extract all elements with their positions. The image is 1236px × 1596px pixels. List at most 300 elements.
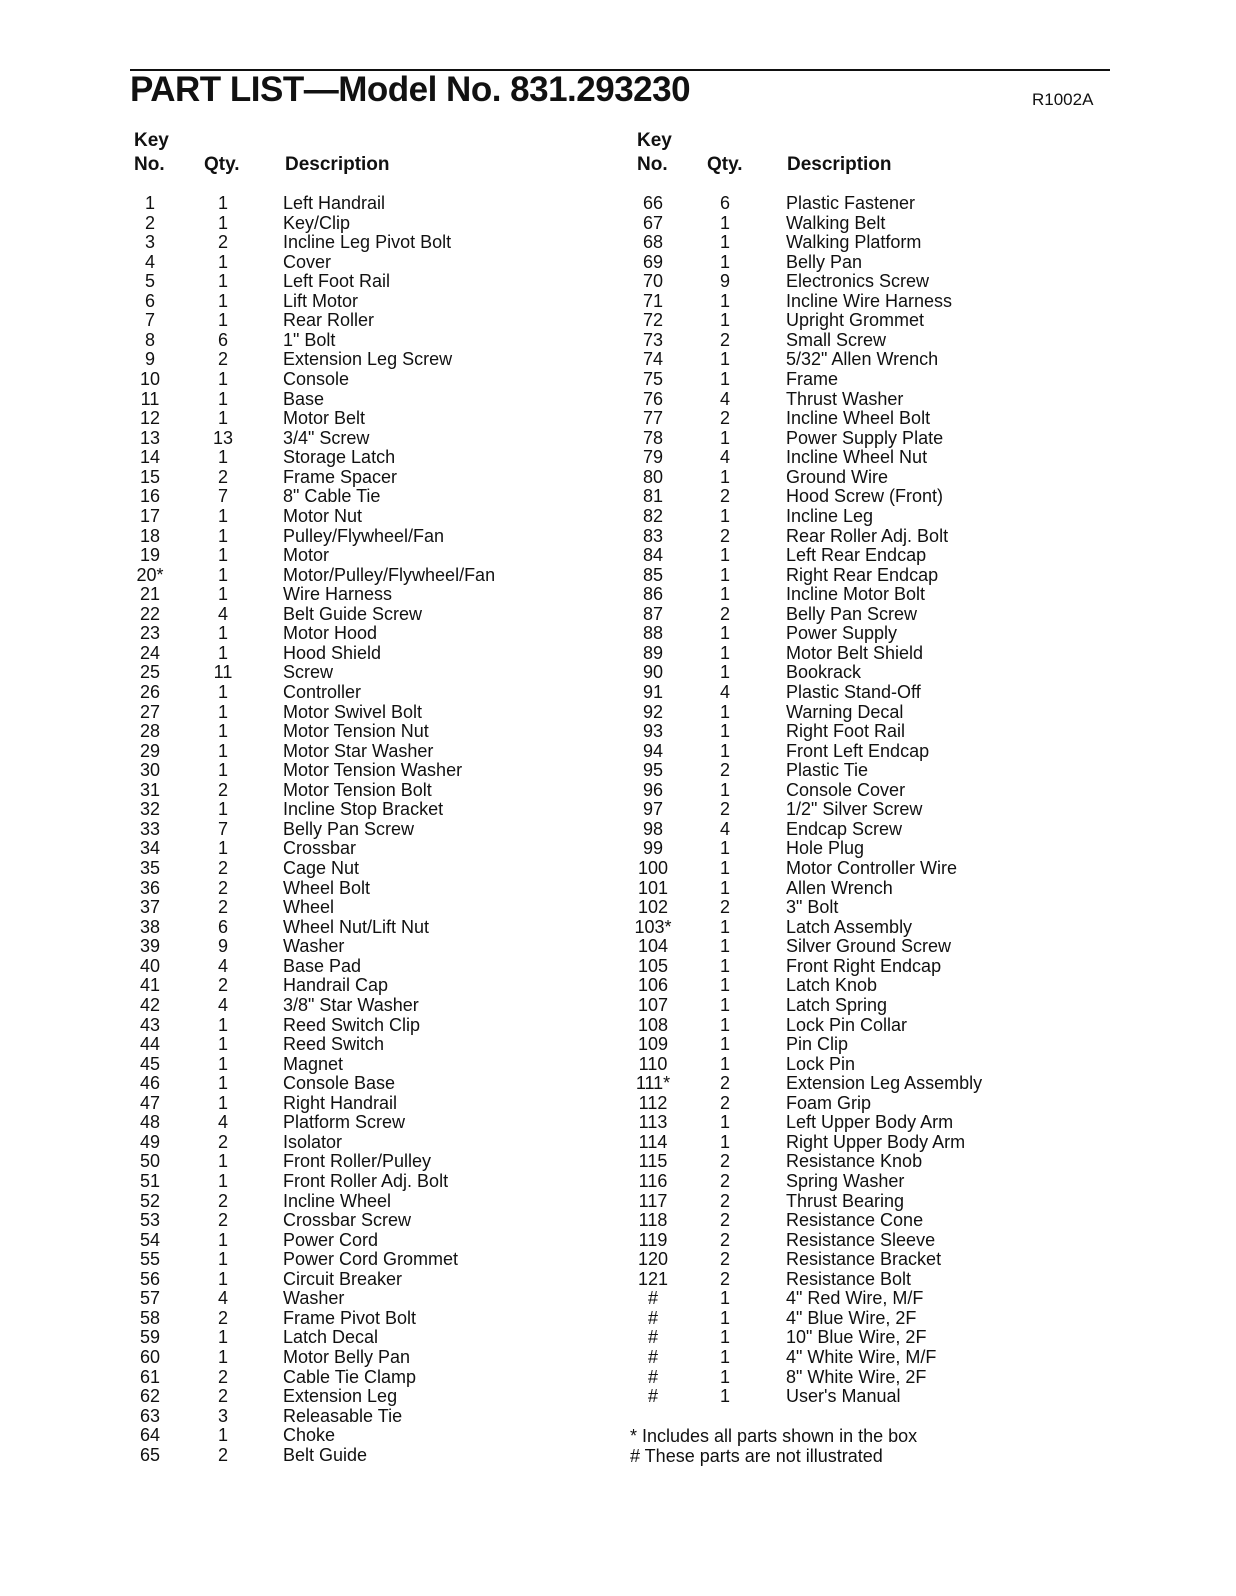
part-key-no: 7 xyxy=(144,310,155,331)
part-description: Cable Tie Clamp xyxy=(283,1366,417,1387)
part-qty: 4 xyxy=(217,955,228,976)
part-description: Incline Leg Pivot Bolt xyxy=(283,232,452,253)
part-qty: 1 xyxy=(719,721,730,742)
part-description: Belt Guide Screw xyxy=(283,603,423,624)
part-key-no: 4 xyxy=(144,251,155,272)
part-key-no: 44 xyxy=(139,1034,161,1055)
part-qty: 1 xyxy=(217,1014,228,1035)
part-description: Hood Shield xyxy=(283,642,382,663)
part-qty: 7 xyxy=(217,818,228,839)
part-key-no: 63 xyxy=(139,1405,161,1426)
part-description: Key/Clip xyxy=(283,212,351,233)
part-description: Extension Leg Assembly xyxy=(786,1073,983,1094)
part-description: Left Rear Endcap xyxy=(786,545,927,566)
part-key-no: 101 xyxy=(637,877,669,898)
part-description: Handrail Cap xyxy=(283,975,389,996)
part-description: Lock Pin xyxy=(786,1053,856,1074)
part-description: Motor Nut xyxy=(283,505,363,526)
part-qty: 13 xyxy=(212,427,234,448)
part-key-no: 34 xyxy=(139,838,161,859)
part-qty: 1 xyxy=(217,701,228,722)
part-qty: 1 xyxy=(719,1327,730,1348)
document-code: R1002A xyxy=(1032,90,1094,109)
part-description: 3/4" Screw xyxy=(283,427,370,448)
part-key-no: 52 xyxy=(139,1190,161,1211)
part-qty: 2 xyxy=(719,1073,730,1094)
part-qty: 1 xyxy=(719,290,730,311)
part-key-no: 77 xyxy=(642,408,664,429)
part-key-no: 19 xyxy=(139,545,161,566)
part-qty: 1 xyxy=(217,388,228,409)
header-qty-left: Qty. xyxy=(204,154,240,175)
part-description: Motor Belt Shield xyxy=(786,642,924,663)
part-key-no: 116 xyxy=(638,1171,668,1191)
part-description: Console xyxy=(283,369,350,390)
part-key-no: 87 xyxy=(642,603,664,624)
part-description: Belly Pan xyxy=(786,251,863,272)
part-key-no: 83 xyxy=(642,525,664,546)
part-description: Power Supply Plate xyxy=(786,427,944,448)
part-qty: 11 xyxy=(213,662,233,683)
part-qty: 1 xyxy=(217,760,228,781)
part-description: Motor Tension Washer xyxy=(283,760,463,781)
part-key-no: 1 xyxy=(144,193,155,213)
part-key-no: 86 xyxy=(642,584,664,605)
part-key-no: 30 xyxy=(139,760,161,781)
part-description: Crossbar xyxy=(283,838,357,859)
part-qty: 1 xyxy=(719,916,730,937)
part-key-no: 64 xyxy=(139,1425,161,1446)
part-description: Base xyxy=(283,388,325,409)
part-key-no: 8 xyxy=(144,329,155,350)
part-qty: 1 xyxy=(719,1386,730,1407)
part-key-no: 35 xyxy=(139,858,161,879)
page-title: PART LIST—Model No. 831.293230 xyxy=(130,70,691,109)
part-description: Frame Pivot Bolt xyxy=(283,1307,417,1328)
part-qty: 2 xyxy=(719,1171,730,1191)
part-key-no: 23 xyxy=(139,623,161,644)
part-key-no: 43 xyxy=(139,1014,161,1035)
part-description: Extension Leg Screw xyxy=(283,349,453,370)
part-qty: 1 xyxy=(719,232,730,253)
part-key-no: 38 xyxy=(139,916,161,937)
part-key-no: 17 xyxy=(139,505,161,526)
part-description: Motor/Pulley/Flywheel/Fan xyxy=(283,564,496,585)
part-qty: 1 xyxy=(217,1268,228,1289)
part-qty: 1 xyxy=(719,505,730,526)
part-description: Power Supply xyxy=(786,623,898,644)
part-description: 4" Red Wire, M/F xyxy=(786,1288,924,1309)
part-qty: 4 xyxy=(217,603,228,624)
part-qty: 4 xyxy=(217,994,228,1015)
part-key-no: 53 xyxy=(139,1210,161,1231)
part-key-no: 42 xyxy=(139,994,161,1015)
part-description: Cage Nut xyxy=(283,858,360,879)
part-description: Wheel Nut/Lift Nut xyxy=(283,916,430,937)
part-qty: 1 xyxy=(217,290,228,311)
part-key-no: 14 xyxy=(139,447,161,468)
part-key-no: 102 xyxy=(637,897,669,918)
header-key-left: Key xyxy=(134,130,169,151)
part-key-no: 103* xyxy=(634,916,672,937)
part-qty: 4 xyxy=(719,818,730,839)
part-key-no: 12 xyxy=(139,408,161,429)
part-description: Rear Roller xyxy=(283,310,375,331)
part-key-no: 99 xyxy=(642,838,664,859)
part-description: Reed Switch xyxy=(283,1034,385,1055)
part-description: Console Cover xyxy=(786,779,906,800)
part-key-no: 121 xyxy=(637,1268,669,1289)
part-key-no: 26 xyxy=(139,682,161,702)
part-qty: 1 xyxy=(217,1053,228,1074)
part-qty: 2 xyxy=(719,603,730,624)
part-qty: 1 xyxy=(719,975,730,996)
part-description: Latch Decal xyxy=(283,1327,379,1348)
part-qty: 1 xyxy=(719,1347,730,1368)
part-key-no: 114 xyxy=(638,1131,668,1152)
part-qty: 1 xyxy=(719,466,730,487)
part-qty: 9 xyxy=(719,271,730,292)
part-qty: 1 xyxy=(217,212,228,233)
part-description: Motor Star Washer xyxy=(283,740,434,761)
part-qty: 4 xyxy=(719,388,730,409)
part-key-no: 2 xyxy=(144,212,155,233)
part-description: Warning Decal xyxy=(786,701,904,722)
part-description: Motor Swivel Bolt xyxy=(283,701,423,722)
part-qty: 2 xyxy=(719,525,730,546)
part-key-no: 81 xyxy=(642,486,664,507)
part-key-no: 62 xyxy=(139,1386,161,1407)
part-key-no: 50 xyxy=(139,1151,161,1172)
part-key-no: 55 xyxy=(139,1249,161,1270)
part-description: Front Roller Adj. Bolt xyxy=(283,1171,449,1191)
part-description: Bookrack xyxy=(786,662,862,683)
part-description: Belt Guide xyxy=(283,1444,368,1465)
part-description: Power Cord xyxy=(283,1229,379,1250)
part-qty: 2 xyxy=(719,799,730,820)
part-qty: 2 xyxy=(719,1229,730,1250)
part-key-no: 118 xyxy=(638,1210,668,1231)
note-asterisk: * Includes all parts shown in the box xyxy=(630,1426,918,1446)
part-description: Right Upper Body Arm xyxy=(786,1131,966,1152)
part-qty: 1 xyxy=(719,310,730,331)
part-key-no: 60 xyxy=(139,1347,161,1368)
part-key-no: 45 xyxy=(139,1053,161,1074)
part-description: 1" Bolt xyxy=(283,329,336,350)
part-key-no: 3 xyxy=(144,232,155,253)
part-description: Motor Belly Pan xyxy=(283,1347,411,1368)
part-description: Lift Motor xyxy=(283,290,359,311)
part-key-no: 54 xyxy=(139,1229,161,1250)
part-key-no: 104 xyxy=(637,936,669,957)
part-qty: 1 xyxy=(719,584,730,605)
part-qty: 1 xyxy=(719,838,730,859)
part-qty: 1 xyxy=(217,525,228,546)
part-qty: 1 xyxy=(217,682,228,702)
part-qty: 1 xyxy=(217,1327,228,1348)
part-qty: 1 xyxy=(719,1288,730,1309)
part-key-no: 31 xyxy=(139,779,161,800)
part-description: Upright Grommet xyxy=(786,310,925,331)
part-description: Washer xyxy=(283,1288,345,1309)
part-qty: 1 xyxy=(217,1229,228,1250)
header-no-left: No. xyxy=(134,154,165,175)
part-description: Lock Pin Collar xyxy=(786,1014,908,1035)
part-description: Resistance Bracket xyxy=(786,1249,942,1270)
part-description: Small Screw xyxy=(786,329,887,350)
part-key-no: 39 xyxy=(139,936,161,957)
part-qty: 1 xyxy=(217,271,228,292)
part-qty: 1 xyxy=(217,1034,228,1055)
part-key-no: 96 xyxy=(642,779,664,800)
part-qty: 1 xyxy=(217,1171,228,1191)
part-key-no: 109 xyxy=(637,1034,669,1055)
part-description: Frame Spacer xyxy=(283,466,398,487)
part-qty: 2 xyxy=(719,1268,730,1289)
part-description: Cover xyxy=(283,251,332,272)
part-qty: 1 xyxy=(719,427,730,448)
part-description: 4" White Wire, M/F xyxy=(786,1347,937,1368)
part-qty: 1 xyxy=(217,623,228,644)
part-qty: 2 xyxy=(719,408,730,429)
part-description: Incline Wheel Nut xyxy=(786,447,928,468)
part-key-no: 6 xyxy=(144,290,155,311)
part-qty: 1 xyxy=(719,701,730,722)
part-qty: 2 xyxy=(719,1092,730,1113)
part-key-no: 68 xyxy=(642,232,664,253)
part-description: 8" White Wire, 2F xyxy=(786,1366,927,1387)
part-key-no: 46 xyxy=(139,1073,161,1094)
part-key-no: 107 xyxy=(637,994,669,1015)
header-no-right: No. xyxy=(637,154,668,175)
part-key-no: 10 xyxy=(139,369,161,390)
part-qty: 1 xyxy=(719,858,730,879)
part-qty: 7 xyxy=(217,486,228,507)
part-qty: 2 xyxy=(217,232,228,253)
part-key-no: 112 xyxy=(638,1092,668,1113)
part-description: Hole Plug xyxy=(786,838,865,859)
part-key-no: 88 xyxy=(642,623,664,644)
part-key-no: 69 xyxy=(642,251,664,272)
part-qty: 1 xyxy=(719,779,730,800)
part-qty: 2 xyxy=(217,897,228,918)
part-qty: 2 xyxy=(719,1190,730,1211)
part-description: Right Foot Rail xyxy=(786,721,906,742)
part-qty: 2 xyxy=(719,486,730,507)
part-key-no: 15 xyxy=(139,466,161,487)
part-qty: 1 xyxy=(719,642,730,663)
part-key-no: 119 xyxy=(638,1229,668,1250)
part-qty: 2 xyxy=(217,466,228,487)
header-qty-right: Qty. xyxy=(707,154,743,175)
part-key-no: 84 xyxy=(642,545,664,566)
part-qty: 2 xyxy=(217,1190,228,1211)
part-description: Washer xyxy=(283,936,345,957)
part-description: Endcap Screw xyxy=(786,818,903,839)
part-key-no: 117 xyxy=(638,1190,668,1211)
part-key-no: # xyxy=(647,1307,658,1328)
part-description: Motor xyxy=(283,545,330,566)
part-key-no: 111* xyxy=(635,1073,671,1094)
part-qty: 2 xyxy=(719,1151,730,1172)
part-key-no: 92 xyxy=(642,701,664,722)
part-description: Belly Pan Screw xyxy=(786,603,918,624)
part-description: Console Base xyxy=(283,1073,396,1094)
part-qty: 1 xyxy=(217,1347,228,1368)
part-key-no: # xyxy=(647,1327,658,1348)
part-description: Belly Pan Screw xyxy=(283,818,415,839)
part-qty: 1 xyxy=(719,955,730,976)
part-qty: 1 xyxy=(217,721,228,742)
part-description: Front Right Endcap xyxy=(786,955,942,976)
part-qty: 1 xyxy=(719,212,730,233)
part-description: Frame xyxy=(786,369,839,390)
part-key-no: 13 xyxy=(139,427,161,448)
part-description: Wheel Bolt xyxy=(283,877,371,898)
part-description: 3/8" Star Washer xyxy=(283,994,419,1015)
part-qty: 1 xyxy=(217,251,228,272)
part-qty: 1 xyxy=(719,994,730,1015)
part-key-no: 95 xyxy=(642,760,664,781)
part-qty: 4 xyxy=(719,447,730,468)
part-description: User's Manual xyxy=(786,1386,901,1407)
part-qty: 1 xyxy=(217,1073,228,1094)
part-description: Thrust Washer xyxy=(786,388,904,409)
part-key-no: 78 xyxy=(642,427,664,448)
part-qty: 1 xyxy=(217,447,228,468)
part-qty: 1 xyxy=(217,642,228,663)
part-description: Left Upper Body Arm xyxy=(786,1112,954,1133)
part-key-no: 41 xyxy=(139,975,161,996)
part-key-no: 71 xyxy=(642,290,664,311)
part-key-no: 106 xyxy=(637,975,669,996)
part-description: Base Pad xyxy=(283,955,362,976)
part-key-no: # xyxy=(647,1366,658,1387)
part-key-no: 36 xyxy=(139,877,161,898)
part-key-no: 28 xyxy=(139,721,161,742)
part-key-no: 93 xyxy=(642,721,664,742)
part-qty: 9 xyxy=(217,936,228,957)
part-qty: 1 xyxy=(217,799,228,820)
part-description: 5/32" Allen Wrench xyxy=(786,349,939,370)
part-description: 8" Cable Tie xyxy=(283,486,381,507)
part-key-no: 40 xyxy=(139,955,161,976)
part-qty: 2 xyxy=(217,1444,228,1465)
part-description: Latch Assembly xyxy=(786,916,913,937)
part-description: Motor Hood xyxy=(283,623,378,644)
part-key-no: 76 xyxy=(642,388,664,409)
part-qty: 3 xyxy=(217,1405,228,1426)
part-qty: 1 xyxy=(217,740,228,761)
part-qty: 1 xyxy=(719,1014,730,1035)
part-qty: 2 xyxy=(217,1307,228,1328)
part-description: Plastic Fastener xyxy=(786,193,916,213)
part-description: Resistance Bolt xyxy=(786,1268,912,1289)
part-description: Storage Latch xyxy=(283,447,396,468)
part-qty: 4 xyxy=(217,1112,228,1133)
part-qty: 2 xyxy=(719,760,730,781)
part-qty: 1 xyxy=(719,1307,730,1328)
part-qty: 1 xyxy=(719,369,730,390)
part-description: Choke xyxy=(283,1425,336,1446)
part-key-no: 58 xyxy=(139,1307,161,1328)
part-qty: 1 xyxy=(217,584,228,605)
part-key-no: 82 xyxy=(642,505,664,526)
part-key-no: 32 xyxy=(139,799,161,820)
part-key-no: 29 xyxy=(139,740,161,761)
part-key-no: # xyxy=(647,1386,658,1407)
part-qty: 1 xyxy=(719,545,730,566)
part-qty: 2 xyxy=(217,779,228,800)
part-key-no: 97 xyxy=(642,799,664,820)
part-key-no: 73 xyxy=(642,329,664,350)
part-description: Motor Tension Nut xyxy=(283,721,429,742)
header-desc-right: Description xyxy=(787,154,892,175)
part-description: Walking Belt xyxy=(786,212,886,233)
part-qty: 1 xyxy=(217,310,228,331)
part-description: Latch Spring xyxy=(786,994,888,1015)
part-key-no: 85 xyxy=(642,564,664,585)
part-description: Incline Motor Bolt xyxy=(786,584,926,605)
part-qty: 2 xyxy=(719,1249,730,1270)
part-description: Latch Knob xyxy=(786,975,878,996)
part-key-no: 51 xyxy=(139,1171,161,1191)
part-description: 4" Blue Wire, 2F xyxy=(786,1307,917,1328)
part-qty: 4 xyxy=(719,682,730,702)
header-key-right: Key xyxy=(637,130,672,151)
part-key-no: 57 xyxy=(139,1288,161,1309)
part-description: 1/2" Silver Screw xyxy=(786,799,923,820)
part-key-no: 56 xyxy=(139,1268,161,1289)
part-qty: 2 xyxy=(719,897,730,918)
part-description: Resistance Sleeve xyxy=(786,1229,936,1250)
part-key-no: 47 xyxy=(139,1092,161,1113)
part-description: Motor Controller Wire xyxy=(786,858,958,879)
part-key-no: 49 xyxy=(139,1131,161,1152)
part-qty: 1 xyxy=(719,740,730,761)
part-qty: 1 xyxy=(217,408,228,429)
part-key-no: 59 xyxy=(139,1327,161,1348)
part-description: Silver Ground Screw xyxy=(786,936,952,957)
part-qty: 6 xyxy=(719,193,730,213)
part-description: Resistance Cone xyxy=(786,1210,924,1231)
part-key-no: 75 xyxy=(642,369,664,390)
part-description: Thrust Bearing xyxy=(786,1190,905,1211)
part-description: Plastic Tie xyxy=(786,760,869,781)
part-qty: 1 xyxy=(217,505,228,526)
part-qty: 1 xyxy=(719,936,730,957)
part-key-no: 79 xyxy=(642,447,664,468)
part-description: Allen Wrench xyxy=(786,877,893,898)
part-description: Incline Leg xyxy=(786,505,874,526)
part-description: Isolator xyxy=(283,1131,343,1152)
part-qty: 1 xyxy=(719,1112,730,1133)
part-qty: 1 xyxy=(719,1053,730,1074)
part-key-no: 94 xyxy=(642,740,664,761)
part-key-no: 115 xyxy=(638,1151,668,1172)
part-description: 10" Blue Wire, 2F xyxy=(786,1327,927,1348)
part-description: Crossbar Screw xyxy=(283,1210,412,1231)
part-description: Left Handrail xyxy=(283,193,386,213)
part-qty: 1 xyxy=(719,564,730,585)
part-key-no: 72 xyxy=(642,310,664,331)
part-key-no: 110 xyxy=(638,1053,668,1074)
part-description: Incline Stop Bracket xyxy=(283,799,444,820)
part-description: Electronics Screw xyxy=(786,271,930,292)
part-description: Incline Wheel Bolt xyxy=(786,408,931,429)
part-qty: 6 xyxy=(217,329,228,350)
part-description: Releasable Tie xyxy=(283,1405,403,1426)
